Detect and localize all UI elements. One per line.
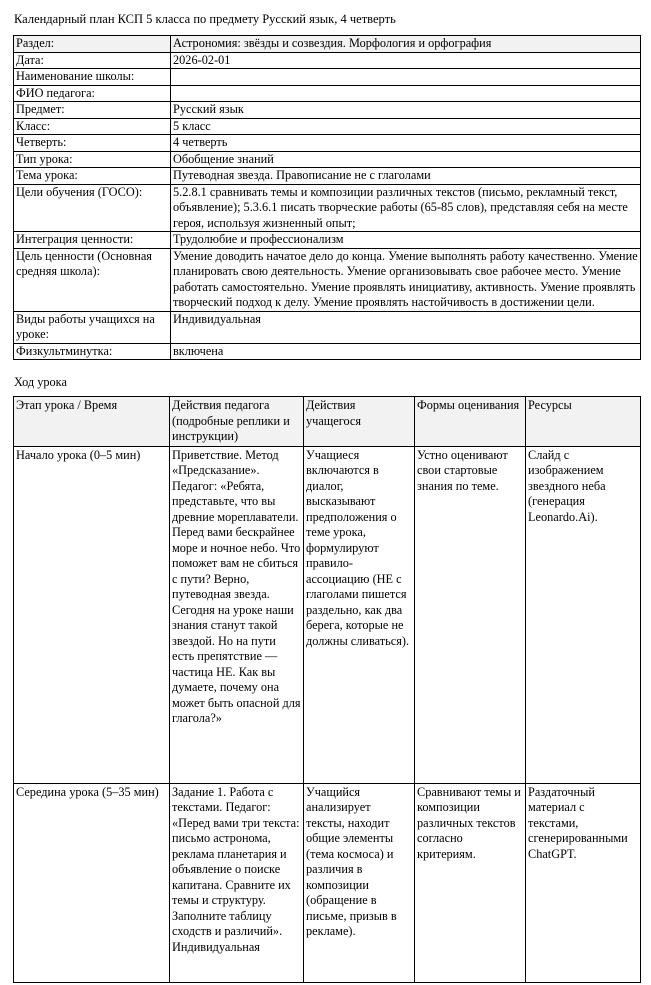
info-row (14, 36, 641, 53)
lesson-cell: Учащиеся включаются в диалог, высказывают предположения о теме урока, формулируют правило-ассоциацию (НЕ с глаголами пишется раздельно, как два берега, которые не должны сливаться). (304, 446, 415, 783)
lesson-cell: Сравнивают темы и композиции различных текстов согласно критериям. (415, 783, 526, 982)
info-row (14, 151, 641, 168)
info-label: Класс: (14, 118, 171, 135)
info-label: Предмет: (14, 102, 171, 119)
info-row (14, 248, 641, 311)
lesson-cell: Слайд с изображением звездного неба (генерация Leonardo.Ai). (526, 446, 641, 783)
info-row (14, 135, 641, 152)
info-row (14, 232, 641, 249)
info-value: включена (171, 343, 641, 360)
info-value: Путеводная звезда. Правописание не с глаголами (171, 168, 641, 185)
info-label: Виды работы учащихся на уроке: (14, 311, 171, 343)
info-value: Русский язык (171, 102, 641, 119)
lesson-header-cell: Действия педагога (подробные реплики и инструкции) (170, 397, 304, 447)
lesson-header-row (14, 397, 641, 447)
info-value (171, 85, 641, 102)
info-row (14, 69, 641, 86)
info-label: Наименование школы: (14, 69, 171, 86)
info-label: Интеграция ценности: (14, 232, 171, 249)
info-row (14, 184, 641, 232)
info-label: Цели обучения (ГОСО): (14, 184, 171, 232)
lesson-info-table (13, 35, 641, 360)
info-row (14, 52, 641, 69)
lesson-cell: Учащийся анализирует тексты, находит общие элементы (тема космоса) и различия в композиции (обращение в письме, призыв в рекламе). (304, 783, 415, 982)
info-value (171, 69, 641, 86)
info-row (14, 85, 641, 102)
info-value: Умение доводить начатое дело до конца. Умение выполнять работу качественно. Умение планировать свою деятельность. Умение организовывать свое рабочее место. Умение работать самостоятельно. Умение проявлять инициативу, активность. Умение проявлять творческий подход к делу. Умение проявлять настойчивость в достижении цели. (171, 248, 641, 311)
lesson-cell: Приветствие. Метод «Предсказание». Педагог: «Ребята, представьте, что вы древние мореплаватели. Перед вами бескрайнее море и ночное небо. Что поможет вам не сбиться с пути? Верно, путеводная звезда. Сегодня на уроке наши знания станут такой звездой. Но на пути есть препятствие — частица НЕ. Как вы думаете, почему она может быть опасной для глагола?» (170, 446, 304, 783)
info-label: Четверть: (14, 135, 171, 152)
info-value: Индивидуальная (171, 311, 641, 343)
info-value: Астрономия: звёзды и созвездия. Морфология и орфография (171, 36, 641, 53)
info-row (14, 311, 641, 343)
info-row (14, 168, 641, 185)
info-value: 5.2.8.1 сравнивать темы и композиции различных текстов (письмо, рекламный текст, объявление); 5.3.6.1 писать творческие работы (65-85 слов), представляя себя на месте героя, используя жизненный опыт; (171, 184, 641, 232)
info-row (14, 102, 641, 119)
lesson-row (14, 446, 641, 783)
info-row (14, 118, 641, 135)
info-value: Обобщение знаний (171, 151, 641, 168)
lesson-header-cell: Этап урока / Время (14, 397, 170, 447)
lesson-cell: Задание 1. Работа с текстами. Педагог: «Перед вами три текста: письмо астронома, реклама планетария и объявление о поиске капитана. Сравните их темы и структуру. Заполните таблицу сходств и различий». Индивидуальная (170, 783, 304, 982)
lesson-cell: Середина урока (5–35 мин) (14, 783, 170, 982)
lesson-header-cell: Ресурсы (526, 397, 641, 447)
lesson-course-heading: Ход урока (14, 375, 67, 389)
lesson-flow-table (13, 396, 641, 983)
document-title: Календарный план КСП 5 класса по предмету Русский язык, 4 четверть (14, 12, 396, 26)
info-value: 5 класс (171, 118, 641, 135)
info-value: Трудолюбие и профессионализм (171, 232, 641, 249)
lesson-header-cell: Действия учащегося (304, 397, 415, 447)
info-label: Тема урока: (14, 168, 171, 185)
info-label: ФИО педагога: (14, 85, 171, 102)
lesson-cell: Начало урока (0–5 мин) (14, 446, 170, 783)
info-value: 2026-02-01 (171, 52, 641, 69)
info-label: Дата: (14, 52, 171, 69)
info-label: Тип урока: (14, 151, 171, 168)
lesson-header-cell: Формы оценивания (415, 397, 526, 447)
info-label: Раздел: (14, 36, 171, 53)
info-row (14, 343, 641, 360)
info-label: Физкультминутка: (14, 343, 171, 360)
info-label: Цель ценности (Основная средняя школа): (14, 248, 171, 311)
lesson-cell: Устно оценивают свои стартовые знания по теме. (415, 446, 526, 783)
lesson-row (14, 783, 641, 982)
info-value: 4 четверть (171, 135, 641, 152)
lesson-cell: Раздаточный материал с текстами, сгенерированными ChatGPT. (526, 783, 641, 982)
